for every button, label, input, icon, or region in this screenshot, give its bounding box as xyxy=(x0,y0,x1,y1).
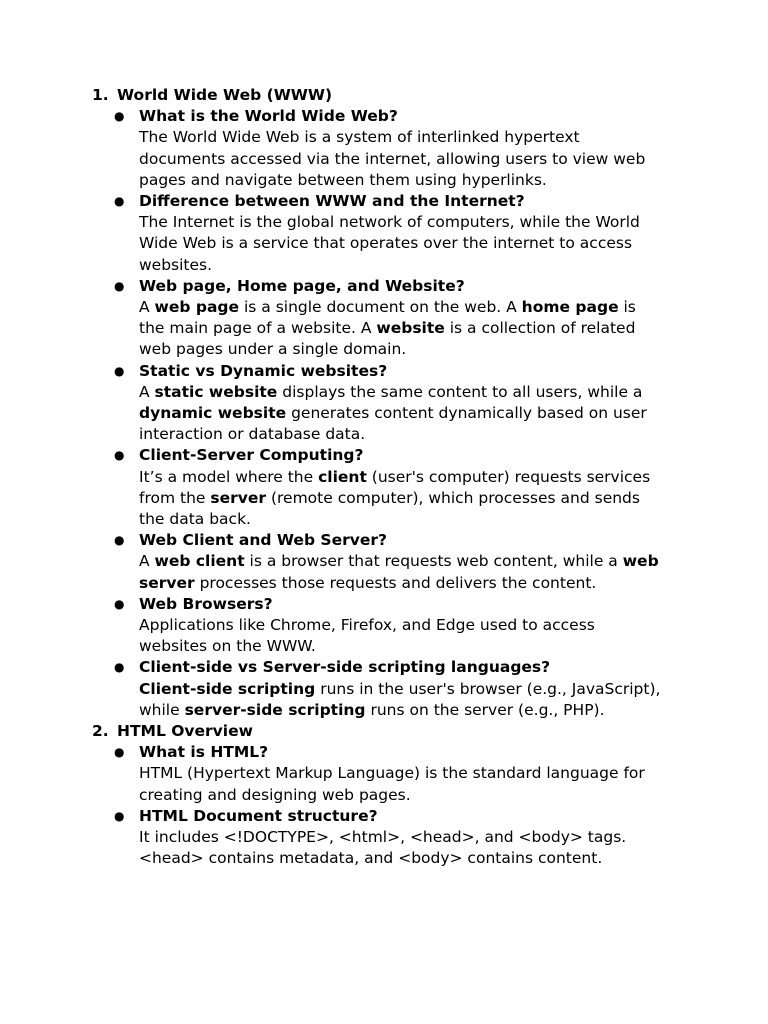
section-title-text: World Wide Web (WWW) xyxy=(117,86,333,104)
answer-segment: is a browser that requests web content, while a xyxy=(244,552,623,571)
section-number: 1. xyxy=(92,86,109,104)
bullet-icon: ● xyxy=(114,363,125,378)
answer-segment: It’s a model where the xyxy=(139,467,319,486)
bold-term: dynamic website xyxy=(139,404,287,423)
answer-segment: runs on the server (e.g., PHP). xyxy=(365,700,605,719)
question-heading: What is the World Wide Web? xyxy=(139,107,398,126)
document-page xyxy=(0,85,768,869)
bullet-icon: ● xyxy=(114,660,125,675)
question-heading: What is HTML? xyxy=(139,743,269,762)
bullet-icon: ● xyxy=(114,278,125,293)
bold-term: web client xyxy=(154,552,245,571)
bold-term: static website xyxy=(154,382,278,401)
answer-text xyxy=(139,827,664,869)
list-item xyxy=(0,276,768,361)
answer-text xyxy=(139,127,664,191)
answer-text xyxy=(139,212,664,276)
answer-text xyxy=(139,382,664,446)
question-heading: Client-Server Computing? xyxy=(139,446,364,465)
answer-segment: A xyxy=(139,298,155,317)
list-item xyxy=(0,594,768,658)
question-heading: Difference between WWW and the Internet? xyxy=(139,192,525,210)
bold-term: Client-side scripting xyxy=(139,679,316,698)
list-item xyxy=(0,806,768,870)
answer-text xyxy=(139,467,664,531)
answer-text xyxy=(139,679,664,721)
question-heading: Client-side vs Server-side scripting languages? xyxy=(139,658,551,677)
question-heading: Web page, Home page, and Website? xyxy=(139,276,465,295)
bullet-icon: ● xyxy=(114,596,125,611)
bullet-icon: ● xyxy=(114,808,125,823)
answer-segment: processes those requests and delivers the content. xyxy=(194,573,597,592)
bullet-icon: ● xyxy=(114,448,125,463)
bold-term: server xyxy=(210,488,267,507)
answer-segment: The Internet is the global network of computers, while the World Wide Web is a service that operates over the internet to access websites. xyxy=(139,213,640,274)
bold-term: web page xyxy=(154,298,240,317)
question-heading: Static vs Dynamic websites? xyxy=(139,361,388,380)
list-item xyxy=(0,106,768,191)
answer-text xyxy=(139,297,664,361)
answer-segment: (user's computer) requests services from the xyxy=(139,467,651,507)
answer-segment: It includes <!DOCTYPE>, <html>, <head>, and <body> tags. <head> contains metadata, and <body> contains content. xyxy=(139,828,627,868)
answer-segment: is a single document on the web. A xyxy=(239,298,522,317)
answer-segment: runs in the user's browser (e.g., JavaScript), while xyxy=(139,679,661,719)
list-item xyxy=(0,530,768,594)
bullet-icon: ● xyxy=(114,745,125,760)
bold-term: home page xyxy=(521,298,619,317)
question-heading: HTML Document structure? xyxy=(139,806,378,825)
bullet-icon: ● xyxy=(114,194,125,208)
list-item xyxy=(0,361,768,446)
answer-segment: (remote computer), which processes and sends the data back. xyxy=(139,488,640,529)
section-heading xyxy=(0,85,768,106)
section-heading xyxy=(0,721,768,742)
bold-term: server-side scripting xyxy=(184,700,366,719)
outline xyxy=(0,85,768,869)
answer-segment: displays the same content to all users, while a xyxy=(277,382,643,401)
answer-segment: is the main page of a website. A xyxy=(139,298,636,338)
answer-segment: is a collection of related web pages under a single domain. xyxy=(139,319,636,359)
answer-segment: The World Wide Web is a system of interlinked hypertext documents accessed via the internet, allowing users to view web pages and navigate between them using hyperlinks. xyxy=(139,128,646,189)
section-title-text: HTML Overview xyxy=(117,722,253,741)
answer-segment: A xyxy=(139,382,155,401)
list-item xyxy=(0,445,768,530)
list-item xyxy=(0,742,768,806)
answer-segment: HTML (Hypertext Markup Language) is the standard language for creating and designing web pages. xyxy=(139,764,645,804)
answer-segment: generates content dynamically based on user interaction or database data. xyxy=(139,404,647,444)
question-heading: Web Client and Web Server? xyxy=(139,531,388,550)
answer-segment: A xyxy=(139,552,155,571)
section-number: 2. xyxy=(92,722,109,741)
bold-term: website xyxy=(376,319,445,338)
list-item xyxy=(0,191,768,276)
answer-text xyxy=(139,615,664,657)
bold-term: client xyxy=(318,467,367,486)
answer-text xyxy=(139,763,664,805)
bullet-icon: ● xyxy=(114,109,125,124)
question-heading: Web Browsers? xyxy=(139,594,273,613)
bold-term: web server xyxy=(139,552,659,592)
bullet-icon: ● xyxy=(114,533,125,548)
answer-text xyxy=(139,551,664,593)
answer-segment: Applications like Chrome, Firefox, and Edge used to access websites on the WWW. xyxy=(139,616,595,656)
list-item xyxy=(0,657,768,721)
